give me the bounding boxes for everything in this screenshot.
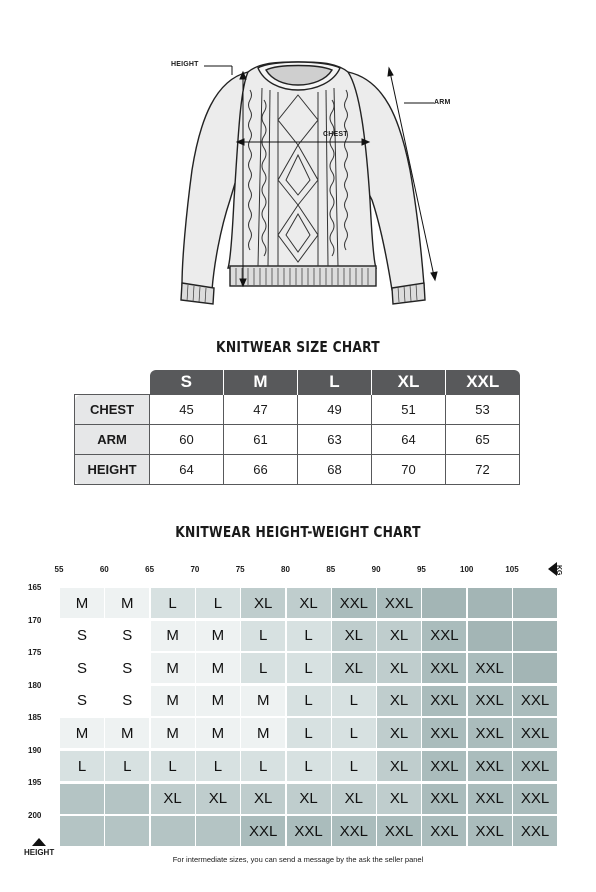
sweater-illustration xyxy=(0,0,596,330)
size-cell: XL xyxy=(332,653,376,683)
size-cell: XXL xyxy=(468,686,512,716)
size-cell: XXL xyxy=(422,816,466,846)
size-cell: S xyxy=(60,686,104,716)
size-cell: M xyxy=(241,718,285,748)
arm-dimension-label: ARM xyxy=(434,99,451,106)
weight-tick-label: 60 xyxy=(99,565,109,574)
size-cell: M xyxy=(151,621,195,651)
size-header: XXL xyxy=(446,370,520,395)
size-cell: XXL xyxy=(422,686,466,716)
size-value: 63 xyxy=(298,425,372,455)
size-cell: XL xyxy=(287,588,331,618)
size-cell xyxy=(60,784,104,814)
size-cell: M xyxy=(196,718,240,748)
size-cell: M xyxy=(196,686,240,716)
size-cell xyxy=(60,816,104,846)
size-cell: L xyxy=(241,751,285,781)
height-dimension-label: HEIGHT xyxy=(171,61,199,68)
size-cell: L xyxy=(196,751,240,781)
size-cell: XL xyxy=(241,588,285,618)
size-cell: L xyxy=(287,621,331,651)
size-cell: L xyxy=(332,718,376,748)
size-chart-row xyxy=(75,455,520,485)
size-cell: M xyxy=(196,621,240,651)
size-header: XL xyxy=(372,370,446,395)
height-tick-label: 180 xyxy=(28,680,42,690)
size-cell: L xyxy=(105,751,149,781)
size-cell: XXL xyxy=(468,718,512,748)
size-cell: XL xyxy=(377,686,421,716)
size-cell: S xyxy=(105,621,149,651)
weight-tick-label: 75 xyxy=(235,565,245,574)
weight-tick-label: 95 xyxy=(416,565,426,574)
size-cell: L xyxy=(196,588,240,618)
size-cell: XL xyxy=(377,751,421,781)
weight-tick-label: 70 xyxy=(190,565,200,574)
size-cell: L xyxy=(287,686,331,716)
size-cell: S xyxy=(60,621,104,651)
weight-tick-label: 65 xyxy=(145,565,155,574)
size-cell: M xyxy=(151,653,195,683)
size-cell: XL xyxy=(377,653,421,683)
weight-tick-label: 105 xyxy=(505,565,519,574)
size-cell xyxy=(513,588,557,618)
size-cell xyxy=(151,816,195,846)
size-value: 51 xyxy=(372,395,446,425)
size-cell: XXL xyxy=(377,588,421,618)
size-cell: XXL xyxy=(513,718,557,748)
size-value: 60 xyxy=(150,425,224,455)
size-chart-corner xyxy=(75,370,150,395)
size-cell: L xyxy=(332,686,376,716)
size-cell: M xyxy=(105,718,149,748)
size-cell: XXL xyxy=(422,784,466,814)
size-chart-title: KNITWEAR SIZE CHART xyxy=(216,338,380,356)
size-chart-row xyxy=(75,425,520,455)
size-value: 61 xyxy=(224,425,298,455)
size-cell xyxy=(422,588,466,618)
size-chart-header-row xyxy=(75,370,520,395)
size-cell: XXL xyxy=(422,621,466,651)
size-cell: XXL xyxy=(377,816,421,846)
size-cell: S xyxy=(60,653,104,683)
height-tick-label: 170 xyxy=(28,615,42,625)
size-cell xyxy=(513,621,557,651)
size-cell xyxy=(105,816,149,846)
size-cell: XL xyxy=(241,784,285,814)
size-header: M xyxy=(224,370,298,395)
height-arrow-icon xyxy=(32,838,46,846)
size-cell: L xyxy=(151,588,195,618)
size-cell: XL xyxy=(377,718,421,748)
height-tick-label: 175 xyxy=(28,648,42,657)
size-cell: XL xyxy=(332,784,376,814)
size-cell: L xyxy=(241,653,285,683)
size-cell xyxy=(468,621,512,651)
size-chart-table xyxy=(74,370,520,485)
height-tick-label: 195 xyxy=(28,778,42,787)
size-cell: XXL xyxy=(287,816,331,846)
size-cell: XXL xyxy=(422,751,466,781)
footnote: For intermediate sizes, you can send a message by the ask the seller panel xyxy=(172,855,424,864)
size-cell: XL xyxy=(377,784,421,814)
size-cell: XXL xyxy=(513,686,557,716)
size-value: 68 xyxy=(298,455,372,485)
weight-tick-label: 90 xyxy=(371,565,381,574)
weight-tick-label: 80 xyxy=(281,565,290,574)
size-value: 49 xyxy=(298,395,372,425)
size-cell: XXL xyxy=(468,816,512,846)
size-cell: XXL xyxy=(241,816,285,846)
size-value: 64 xyxy=(150,455,224,485)
size-cell: XXL xyxy=(468,653,512,683)
size-cell: XXL xyxy=(468,751,512,781)
size-cell: M xyxy=(151,718,195,748)
row-label: CHEST xyxy=(75,395,150,425)
weight-tick-label: 100 xyxy=(460,565,474,574)
row-label: ARM xyxy=(75,425,150,455)
size-cell: XL xyxy=(196,784,240,814)
size-cell: XXL xyxy=(513,816,557,846)
height-weight-chart-title: KNITWEAR HEIGHT-WEIGHT CHART xyxy=(175,523,421,541)
size-value: 65 xyxy=(446,425,520,455)
size-value: 64 xyxy=(372,425,446,455)
size-cell: XXL xyxy=(513,784,557,814)
weight-tick-label: 85 xyxy=(326,565,336,574)
height-tick-label: 200 xyxy=(28,810,42,820)
size-cell: M xyxy=(105,588,149,618)
size-cell: XXL xyxy=(332,588,376,618)
size-cell: XXL xyxy=(422,653,466,683)
size-cell: L xyxy=(60,751,104,781)
size-value: 72 xyxy=(446,455,520,485)
size-cell: L xyxy=(287,653,331,683)
weight-tick-label: 55 xyxy=(54,565,64,574)
size-cell: XXL xyxy=(332,816,376,846)
size-cell: L xyxy=(241,621,285,651)
size-cell: M xyxy=(196,653,240,683)
size-value: 53 xyxy=(446,395,520,425)
height-tick-label: 165 xyxy=(28,583,42,592)
size-chart-row xyxy=(75,395,520,425)
size-cell: L xyxy=(287,751,331,781)
size-cell: XXL xyxy=(513,751,557,781)
size-header: L xyxy=(298,370,372,395)
size-cell: XL xyxy=(332,621,376,651)
height-axis-label: HEIGHT xyxy=(24,848,55,857)
size-cell: S xyxy=(105,686,149,716)
size-cell: M xyxy=(60,718,104,748)
size-cell: XL xyxy=(377,621,421,651)
size-cell: XL xyxy=(151,784,195,814)
size-cell: L xyxy=(332,751,376,781)
row-label: HEIGHT xyxy=(75,455,150,485)
size-value: 47 xyxy=(224,395,298,425)
size-value: 70 xyxy=(372,455,446,485)
height-tick-label: 185 xyxy=(28,713,42,722)
size-header: S xyxy=(150,370,224,395)
size-cell xyxy=(196,816,240,846)
size-cell: XXL xyxy=(422,718,466,748)
size-cell: XXL xyxy=(468,784,512,814)
size-cell: M xyxy=(151,686,195,716)
size-cell: L xyxy=(151,751,195,781)
weight-unit-label: KG xyxy=(555,565,562,576)
chest-dimension-label: CHEST xyxy=(323,131,348,138)
size-cell: L xyxy=(287,718,331,748)
size-cell: XL xyxy=(287,784,331,814)
size-cell xyxy=(468,588,512,618)
size-cell: M xyxy=(241,686,285,716)
size-value: 66 xyxy=(224,455,298,485)
height-tick-label: 190 xyxy=(28,745,42,755)
size-cell xyxy=(513,653,557,683)
size-cell: S xyxy=(105,653,149,683)
size-cell: M xyxy=(60,588,104,618)
size-cell xyxy=(105,784,149,814)
size-value: 45 xyxy=(150,395,224,425)
